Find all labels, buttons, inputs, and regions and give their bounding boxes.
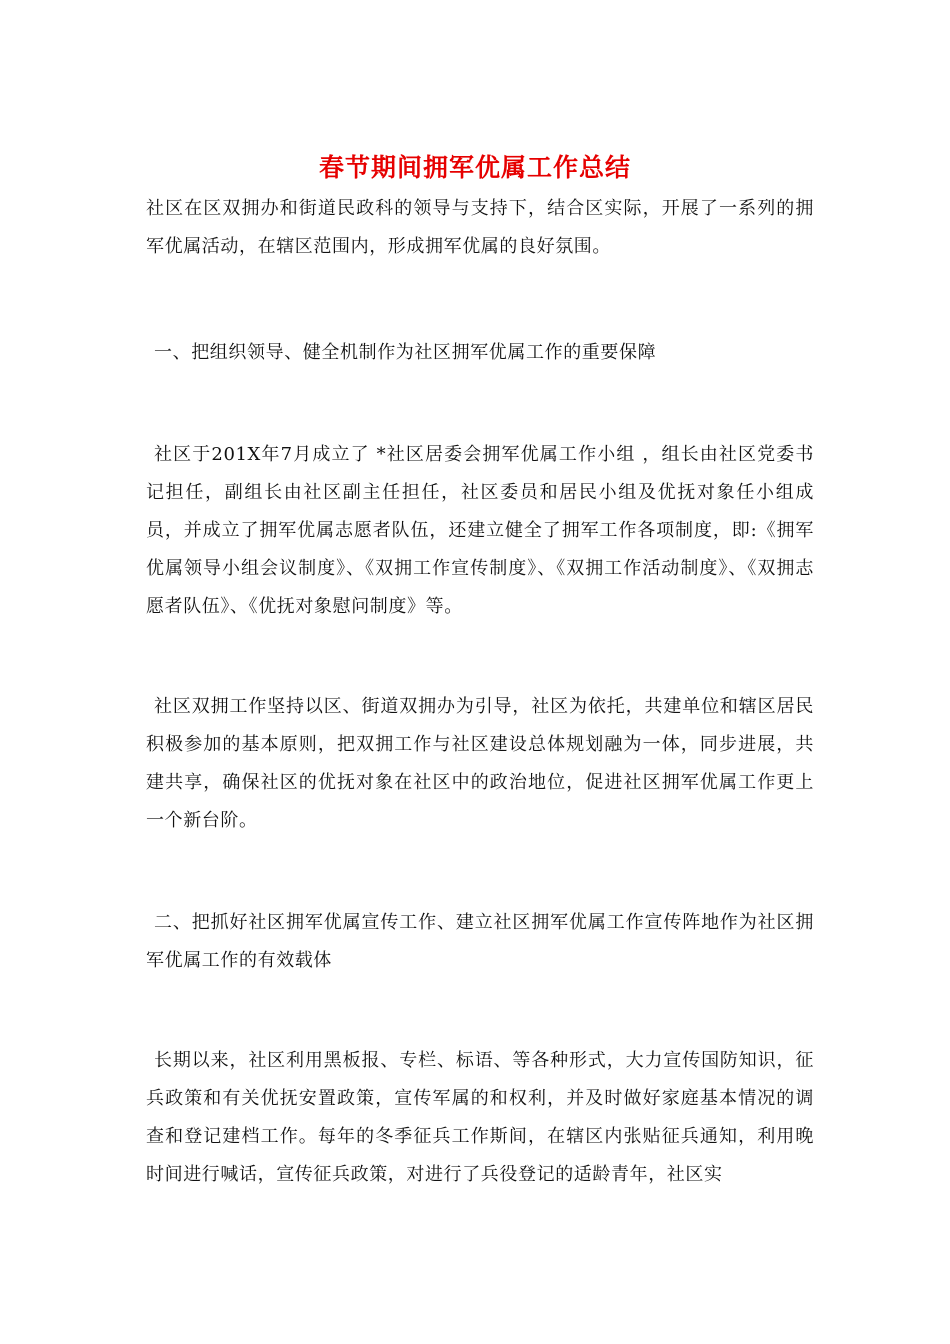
- paragraph-principles: 社区双拥工作坚持以区、街道双拥办为引导，社区为依托，共建单位和辖区居民积极参加的基本原则，把双拥工作与社区建设总体规划融为一体，同步进展，共建共享，确保社区的优抚对象在社区中的政治地位，促进社区拥军优属工作更上一个新台阶。: [146, 696, 814, 831]
- paragraph-publicity: 长期以来，社区利用黑板报、专栏、标语、等各种形式，大力宣传国防知识，征兵政策和有关优抚安置政策，宣传军属的和权利，并及时做好家庭基本情况的调查和登记建档工作。每年的冬季征兵工作斯间，在辖区内张贴征兵通知，利用晚时间进行喊话，宣传征兵政策，对进行了兵役登记的适龄青年，社区实: [146, 1050, 814, 1185]
- section-heading-2: 二、把抓好社区拥军优属宣传工作、建立社区拥军优属工作宣传阵地作为社区拥军优属工作的有效载体: [146, 912, 814, 971]
- section-heading-1: 一、把组织领导、健全机制作为社区拥军优属工作的重要保障: [154, 342, 657, 363]
- document-title: 春节期间拥军优属工作总结: [318, 153, 631, 182]
- paragraph-organization: 社区于201X年7月成立了 *社区居委会拥军优属工作小组 ，组长由社区党委书记担任，副组长由社区副主任担任，社区委员和居民小组及优抚对象任小组成员，并成立了拥军优属志愿者队伍，还建立健全了拥军工作各项制度，即:《拥军优属领导小组会议制度》、《双拥工作宣传制度》、《双拥工作活动制度》、《双拥志愿者队伍》、《优抚对象慰问制度》等。: [146, 444, 814, 617]
- paragraph-intro: 社区在区双拥办和街道民政科的领导与支持下，结合区实际，开展了一系列的拥军优属活动，在辖区范围内，形成拥军优属的良好氛围。: [146, 198, 814, 257]
